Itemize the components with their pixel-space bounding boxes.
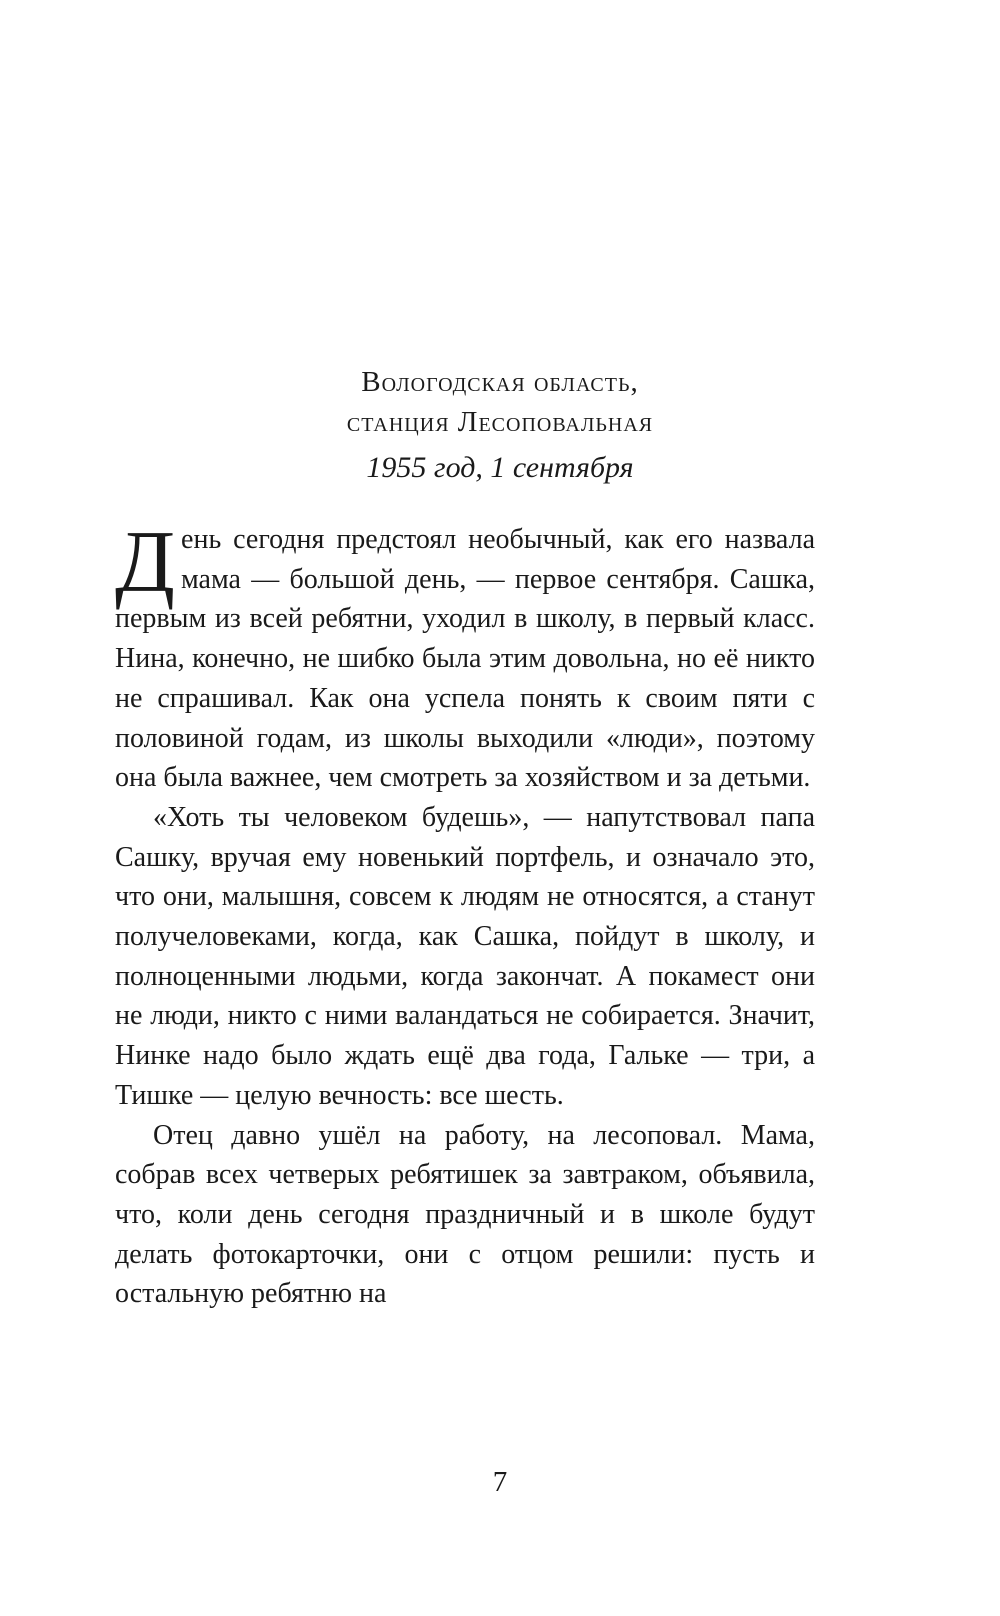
chapter-heading <box>0 362 1000 492</box>
drop-cap: Д <box>115 514 176 611</box>
paragraph-1-text: ень сегодня предстоял необычный, как его назвала мама — большой день, — первое сентября. Сашка, первым из всей ребятни, уходил в школу, в первый класс. Нина, конечно, не шибко была этим довольна, но её никто не спрашивал. Как она успела понять к своим пяти с половиной годам, из школы выходили «люди», поэтому она была важнее, чем смотреть за хозяйством и за детьми. <box>115 524 815 794</box>
heading-region: Вологодская область, <box>361 366 639 398</box>
heading-date: 1955 год, 1 сентября <box>366 451 634 484</box>
paragraph-3: Отец давно ушёл на работу, на лесоповал. Мама, собрав всех четверых ребятишек за завтраком, объявила, что, коли день сегодня праздничный и в школе будут делать фотокарточки, они с отцом решили: пусть и остальную ребятню на <box>115 1119 815 1310</box>
paragraph-1 <box>115 514 815 798</box>
body-text <box>115 514 815 1314</box>
page-number: 7 <box>492 1466 508 1498</box>
heading-station: станция Лесоповальная <box>346 406 654 438</box>
paragraph-2: «Хоть ты человеком будешь», — напутствовал папа Сашку, вручая ему новенький портфель, и означало это, что они, малышня, совсем к людям не относятся, а станут получеловеками, когда, как Сашка, пойдут в школу, и полноценными людьми, когда закончат. А покамест они не люди, никто с ними валандаться не собирается. Значит, Нинке надо было ждать ещё два года, Гальке — три, а Тишке — целую вечность: все шесть. <box>115 801 815 1111</box>
